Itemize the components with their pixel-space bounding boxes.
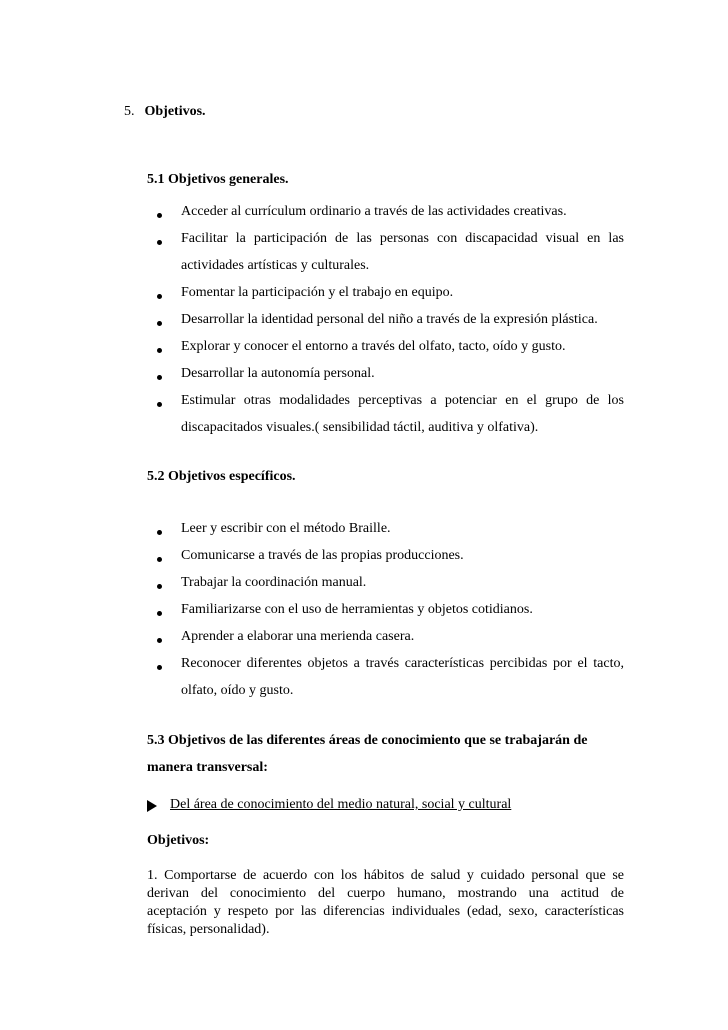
- section-heading: [124, 104, 206, 120]
- bullet-icon: [157, 665, 162, 670]
- list-item: Fomentar la participación y el trabajo en equipo.: [181, 285, 454, 300]
- bullet-icon: [157, 402, 162, 407]
- list-item: Facilitar la participación de las personas con discapacidad visual en las: [181, 231, 624, 246]
- list-item: Explorar y conocer el entorno a través del olfato, tacto, oído y gusto.: [181, 339, 566, 354]
- list-item: Familiarizarse con el uso de herramientas y objetos cotidianos.: [181, 602, 533, 617]
- bullet-icon: [157, 321, 162, 326]
- bullet-icon: [157, 638, 162, 643]
- list-item: Desarrollar la identidad personal del niño a través de la expresión plástica.: [181, 312, 598, 327]
- subsection-title-areas-line2: manera transversal:: [147, 760, 268, 775]
- paragraph-line: 1. Comportarse de acuerdo con los hábitos de salud y cuidado personal que se: [147, 868, 624, 883]
- bullet-icon: [157, 213, 162, 218]
- list-item: Trabajar la coordinación manual.: [181, 575, 367, 590]
- bullet-icon: [157, 375, 162, 380]
- bullet-icon: [157, 530, 162, 535]
- list-item: Reconocer diferentes objetos a través características percibidas por el tacto,: [181, 656, 624, 671]
- subsection-title-especificos: 5.2 Objetivos específicos.: [147, 469, 296, 484]
- subsection-title-areas-line1: 5.3 Objetivos de las diferentes áreas de conocimiento que se trabajarán de: [147, 733, 588, 748]
- list-item: Acceder al currículum ordinario a través de las actividades creativas.: [181, 204, 567, 219]
- list-item-continuation: olfato, oído y gusto.: [181, 683, 294, 698]
- bullet-icon: [157, 294, 162, 299]
- paragraph-line: físicas, personalidad).: [147, 922, 270, 937]
- list-item: Aprender a elaborar una merienda casera.: [181, 629, 415, 644]
- list-item: Desarrollar la autonomía personal.: [181, 366, 375, 381]
- arrow-bullet-icon: [147, 800, 157, 812]
- list-item: Comunicarse a través de las propias producciones.: [181, 548, 464, 563]
- bullet-icon: [157, 557, 162, 562]
- list-item-continuation: discapacitados visuales.( sensibilidad táctil, auditiva y olfativa).: [181, 420, 539, 435]
- bullet-icon: [157, 584, 162, 589]
- subsection-title-generales: 5.1 Objetivos generales.: [147, 172, 289, 187]
- paragraph-line: aceptación y respeto por las diferencias individuales (edad, sexo, características: [147, 904, 624, 919]
- section-number: 5.: [124, 104, 135, 119]
- list-item-continuation: actividades artísticas y culturales.: [181, 258, 370, 273]
- section-title: Objetivos.: [144, 104, 206, 119]
- list-item: Estimular otras modalidades perceptivas a potenciar en el grupo de los: [181, 393, 624, 408]
- objetivos-label: Objetivos:: [147, 833, 210, 848]
- bullet-icon: [157, 611, 162, 616]
- bullet-icon: [157, 348, 162, 353]
- paragraph-line: derivan del conocimiento del cuerpo humano, mostrando una actitud de: [147, 886, 624, 901]
- bullet-icon: [157, 240, 162, 245]
- list-item: Leer y escribir con el método Braille.: [181, 521, 391, 536]
- subarea-heading: Del área de conocimiento del medio natural, social y cultural: [170, 797, 512, 812]
